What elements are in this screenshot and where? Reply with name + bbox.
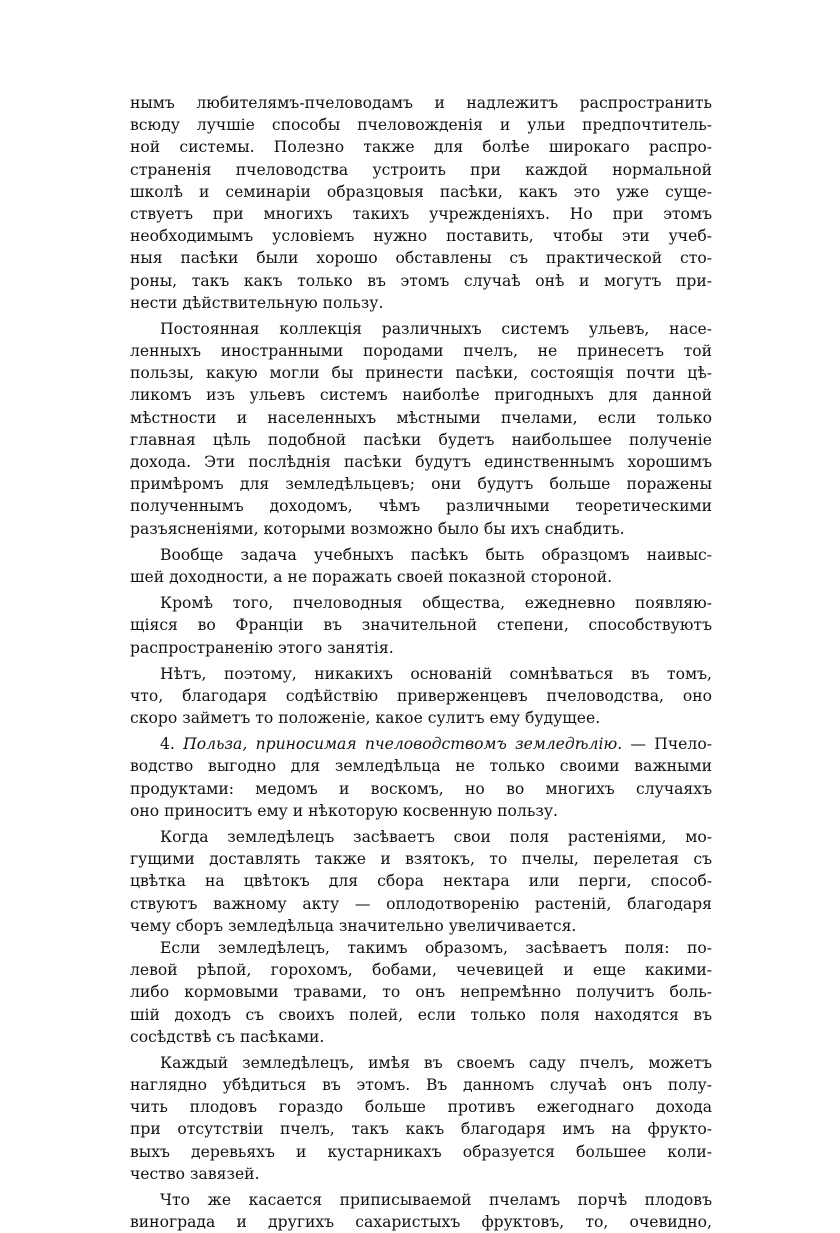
text-line: продуктами: медомъ и воскомъ, но во многихъ случаяхъ [130, 779, 712, 798]
text-line: полученнымъ доходомъ, чѣмъ различными теоретическими [130, 497, 712, 516]
text-line: гущими доставлять также и взятокъ, то пчелы, перелетая съ [130, 850, 712, 869]
document-page [130, 92, 712, 1233]
text-line: всюду лучшіе способы пчеловожденія и ульи предпочтитель- [130, 116, 712, 135]
section-heading: Польза, приносимая пчеловодствомъ земледѣлію. [183, 735, 623, 754]
text-line: ствуютъ важному акту — оплодотворенію растеній, благодаря [130, 894, 712, 913]
text-line: наглядно убѣдиться въ этомъ. Въ данномъ случаѣ онъ полу- [130, 1076, 712, 1095]
text-line: водство выгодно для земледѣльца не только своими важными [130, 757, 712, 776]
text-line: скоро займетъ то положеніе, какое сулитъ ему будущее. [130, 709, 601, 728]
text-line: страненія пчеловодства устроить при каждой нормальной [130, 160, 712, 179]
text-line: шей доходности, а не поражать своей показной стороной. [130, 567, 613, 586]
text-line: при отсутствіи пчелъ, такъ какъ благодаря имъ на фрукто- [130, 1120, 712, 1139]
text-line: школѣ и семинаріи образцовыя пасѣки, какъ это уже суще- [130, 182, 712, 201]
text-line: Если земледѣлецъ, такимъ образомъ, засѣваетъ поля: по- [160, 938, 712, 957]
text-line: распространенію этого занятія. [130, 638, 394, 657]
text-line: мѣстности и населенныхъ мѣстными пчелами, если только [130, 408, 712, 427]
text-line: нымъ любителямъ-пчеловодамъ и надлежитъ распространить [130, 94, 712, 112]
text-line: винограда и другихъ сахаристыхъ фруктовъ, то, очевидно, [130, 1213, 712, 1232]
text-line: Нѣтъ, поэтому, никакихъ основаній сомнѣваться въ томъ, [160, 664, 712, 683]
text-line: нести дѣйствительную пользу. [130, 293, 384, 312]
text-line: ленныхъ иностранными породами пчелъ, не принесетъ той [130, 342, 712, 361]
text-line: Постоянная коллекція различныхъ системъ ульевъ, насе- [160, 319, 712, 338]
text-line: выхъ деревьяхъ и кустарникахъ образуется большее коли- [130, 1142, 712, 1161]
text-line: Что же касается приписываемой пчеламъ порчѣ плодовъ [160, 1191, 712, 1209]
text-line [130, 733, 712, 755]
section-text: — Пчело- [622, 735, 712, 754]
text-line: щіяся во Франціи въ значительной степени, способствуютъ [130, 616, 712, 635]
text-line: Каждый земледѣлецъ, имѣя въ своемъ саду пчелъ, можетъ [160, 1053, 712, 1072]
text-line: ныя пасѣки были хорошо обставлены съ практической сто- [130, 249, 712, 268]
text-line: цвѣтка на цвѣтокъ для сбора нектара или перги, способ- [130, 872, 712, 891]
text-line: пользы, какую могли бы принести пасѣки, состоящія почти цѣ- [130, 364, 712, 383]
text-line: либо кормовыми травами, то онъ непремѣнно получитъ боль- [130, 983, 712, 1002]
text-line: Когда земледѣлецъ засѣваетъ свои поля растеніями, мо- [160, 828, 712, 846]
text-line: чить плодовъ гораздо больше противъ ежегоднаго дохода [130, 1098, 712, 1117]
text-line: шій доходъ съ своихъ полей, если только поля находятся въ [130, 1005, 712, 1024]
text-line: Кромѣ того, пчеловодныя общества, ежедневно появляю- [160, 594, 712, 613]
text-line: чему сборъ земледѣльца значительно увеличивается. [130, 916, 577, 935]
text-line: разъясненіями, которыми возможно было бы ихъ снабдить. [130, 519, 625, 538]
text-line: ствуетъ при многихъ такихъ учрежденіяхъ. Но при этомъ [130, 204, 712, 223]
text-line: ной системы. Полезно также для болѣе широкаго распро- [130, 138, 712, 157]
text-line: роны, такъ какъ только въ этомъ случаѣ онѣ и могутъ при- [130, 271, 712, 290]
text-line: ликомъ изъ ульевъ системъ наиболѣе пригодныхъ для данной [130, 386, 712, 405]
text-line: главная цѣль подобной пасѣки будетъ наибольшее полученіе [130, 430, 712, 449]
text-line: оно приноситъ ему и нѣкоторую косвенную пользу. [130, 801, 558, 820]
text-line: дохода. Эти послѣднія пасѣки будутъ единственнымъ хорошимъ [130, 453, 712, 471]
text-line: что, благодаря содѣйствію приверженцевъ пчеловодства, оно [130, 686, 712, 705]
text-line: чество завязей. [130, 1164, 260, 1183]
text-line: левой рѣпой, горохомъ, бобами, чечевицей и еще какими- [130, 961, 712, 980]
text-line: сосѣдствѣ съ пасѣками. [130, 1027, 325, 1046]
text-line: Вообще задача учебныхъ пасѣкъ быть образцомъ наивыс- [160, 545, 712, 564]
text-line: необходимымъ условіемъ нужно поставить, чтобы эти учеб- [130, 227, 712, 246]
section-number: 4. [160, 735, 184, 754]
text-line: примѣромъ для земледѣльцевъ; они будутъ больше поражены [130, 475, 712, 494]
